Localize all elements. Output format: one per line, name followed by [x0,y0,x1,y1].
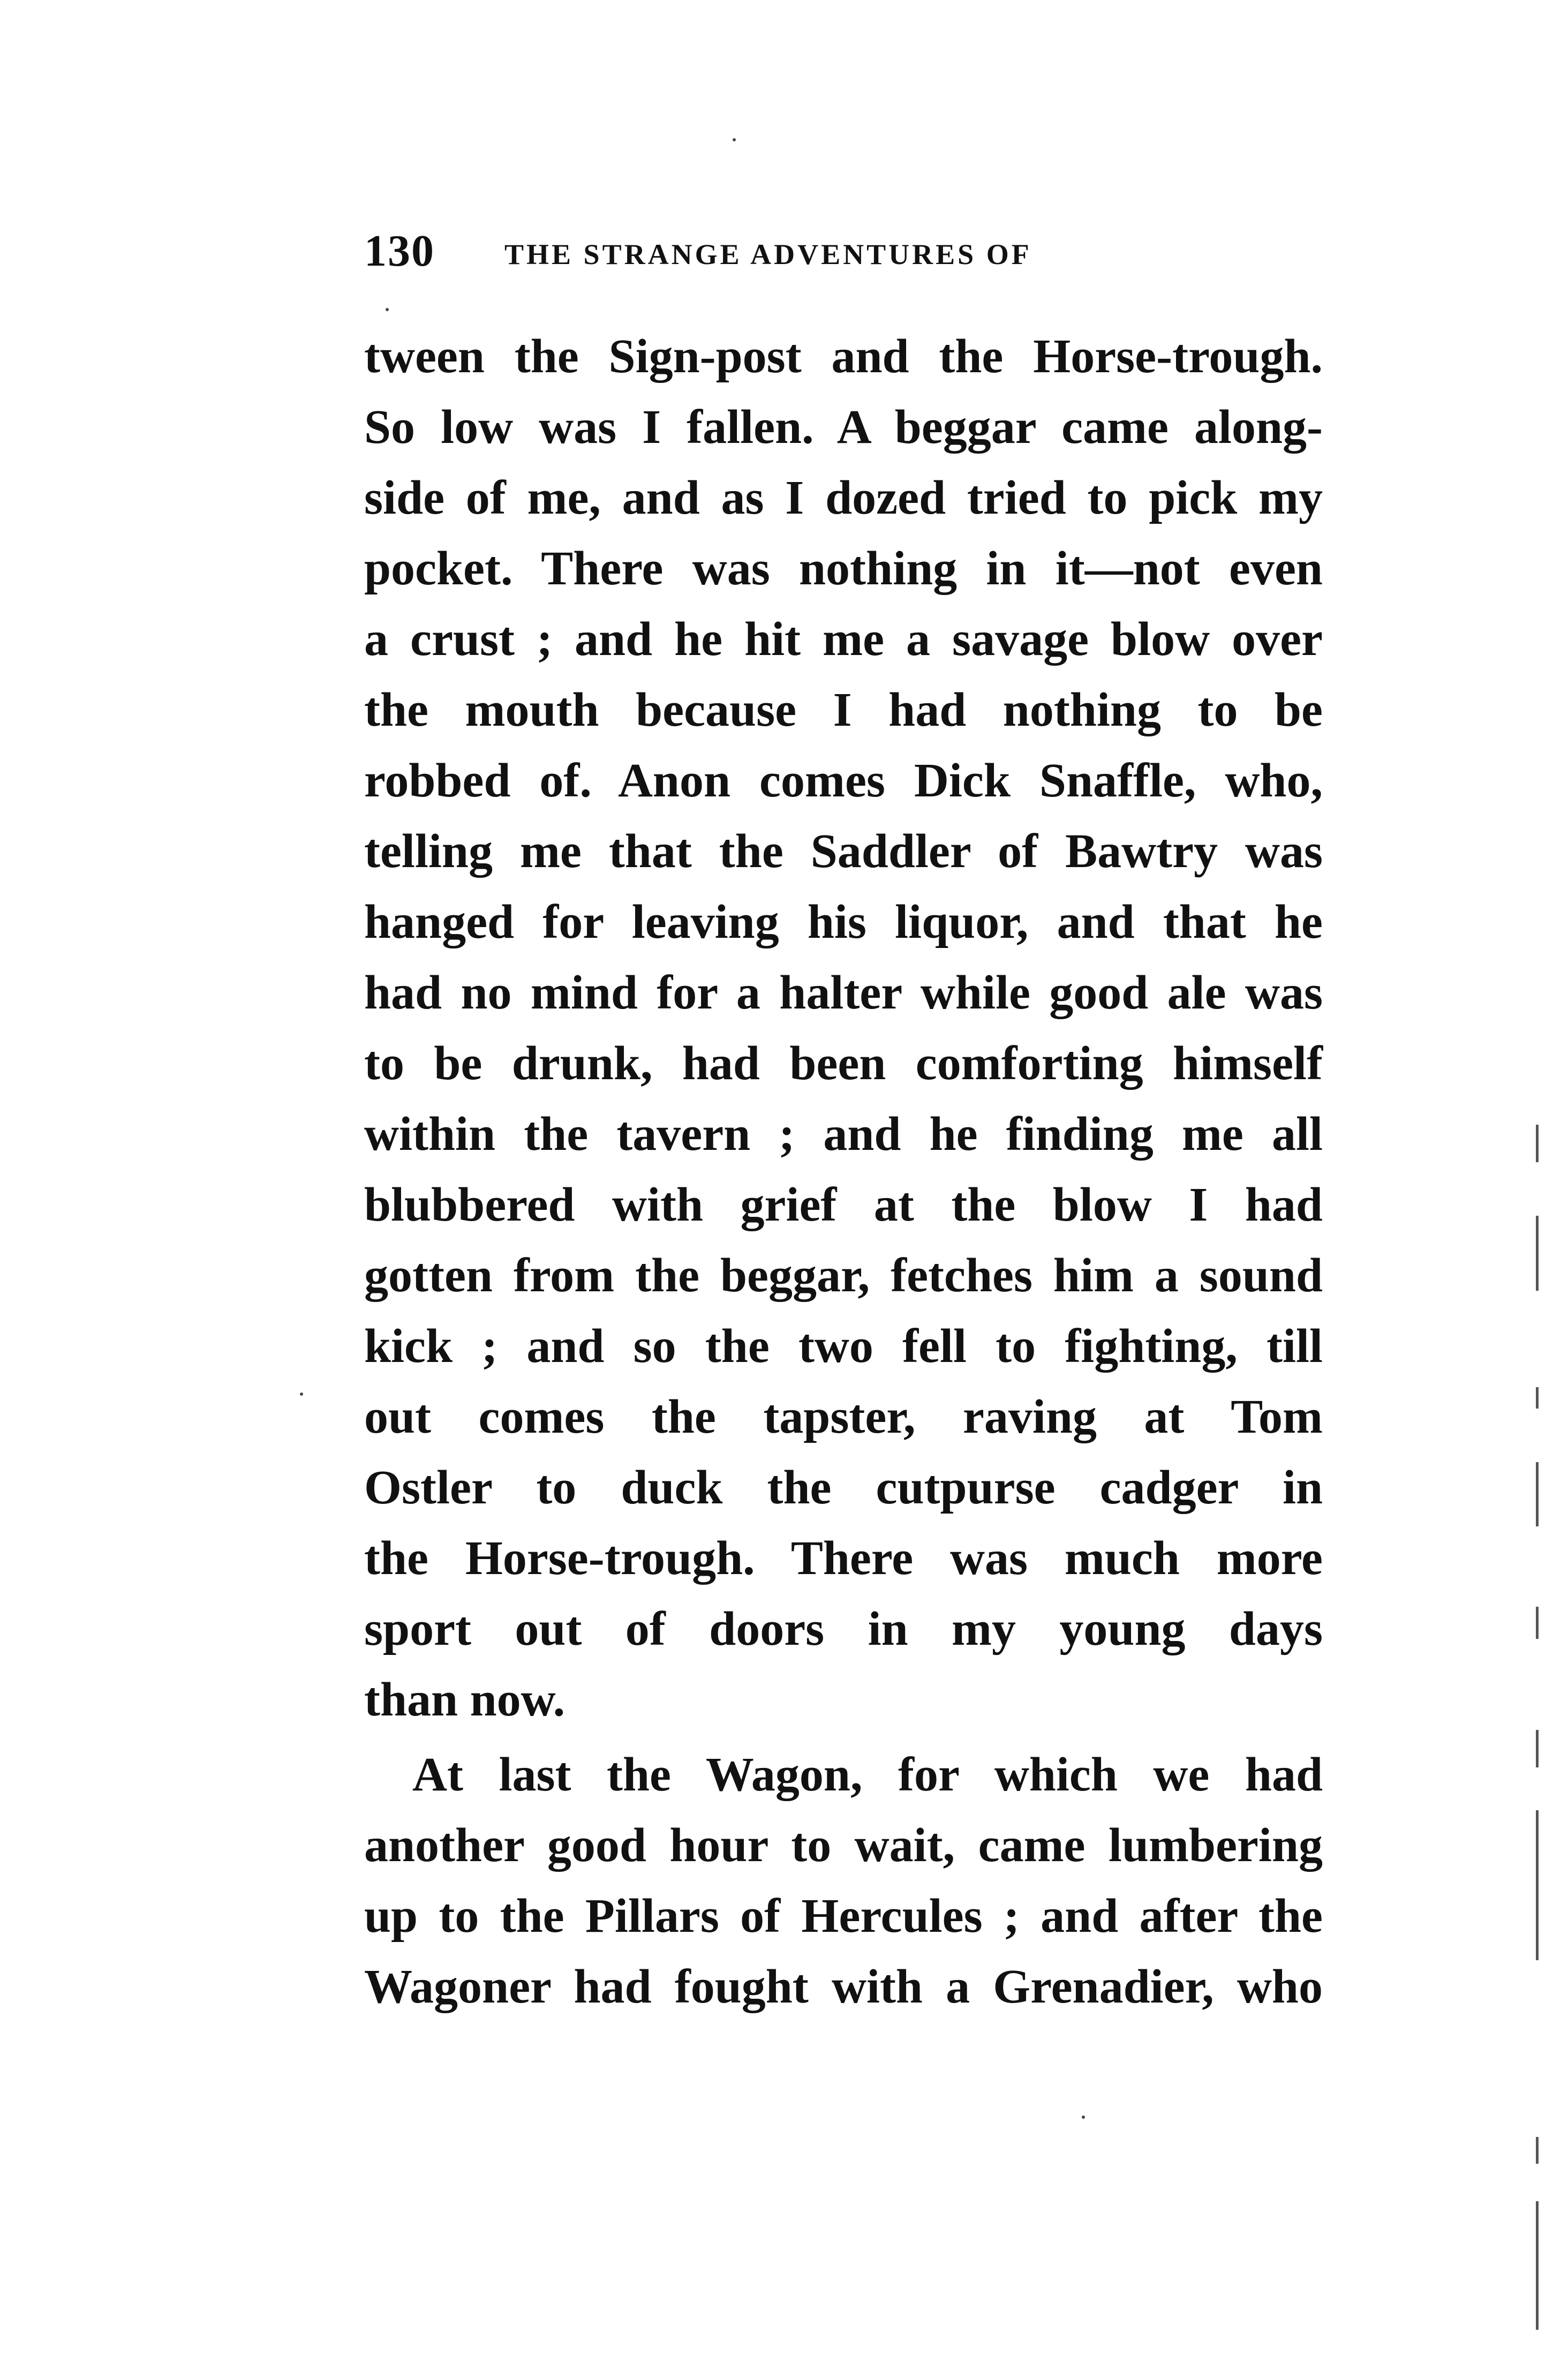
text-line: a crust ; and he hit me a savage blow over [364,613,1323,666]
text-line: side of me, and as I dozed tried to pick my [364,471,1323,524]
text-line: tween the Sign-post and the Horse-trough. [364,330,1323,383]
scan-speck [300,1393,303,1396]
scan-edge-mark [1536,1125,1539,1162]
text-line: within the tavern ; and he finding me all [364,1108,1323,1161]
text-line: hanged for leaving his liquor, and that he [364,895,1323,949]
text-line: the mouth because I had nothing to be [364,683,1323,736]
scan-edge-mark [1536,2201,1539,2330]
page-header [364,225,1328,289]
text-line: the Horse-trough. There was much more [364,1532,1323,1585]
text-line: up to the Pillars of Hercules ; and after the [364,1890,1323,1943]
paragraph-1 [364,321,1323,1735]
scan-edge-mark [1536,2137,1539,2164]
text-line: So low was I fallen. A beggar came along- [364,401,1323,454]
text-line: another good hour to wait, came lumbering [364,1819,1323,1872]
text-line: Ostler to duck the cutpurse cadger in [364,1461,1323,1514]
scan-edge-mark [1536,1462,1539,1526]
scan-speck [386,308,389,311]
text-line: At last the Wagon, for which we had [412,1748,1323,1801]
text-line: blubbered with grief at the blow I had [364,1178,1323,1231]
text-line: robbed of. Anon comes Dick Snaffle, who, [364,754,1323,807]
body-text [364,321,1323,2022]
text-line: sport out of doors in my young days [364,1602,1323,1655]
scan-speck [1082,2116,1085,2119]
paragraph-2 [364,1740,1323,2022]
text-line: telling me that the Saddler of Bawtry was [364,825,1323,878]
page-number: 130 [364,226,435,276]
text-line: gotten from the beggar, fetches him a sound [364,1249,1323,1302]
text-line: to be drunk, had been comforting himself [364,1037,1323,1090]
scan-edge-mark [1536,1810,1539,1960]
text-line: kick ; and so the two fell to fighting, till [364,1320,1323,1373]
text-line: Wagoner had fought with a Grenadier, who [364,1960,1323,2013]
scan-edge-mark [1536,1730,1539,1767]
text-line: than now. [364,1673,566,1726]
scan-edge-mark [1536,1216,1539,1291]
running-title: THE STRANGE ADVENTURES OF [504,238,1032,270]
scan-speck [733,138,736,141]
text-line: pocket. There was nothing in it—not even [364,542,1323,595]
text-line: out comes the tapster, raving at Tom [364,1390,1323,1443]
text-line: had no mind for a halter while good ale was [364,966,1323,1019]
scan-edge-mark [1536,1387,1539,1409]
scan-edge-mark [1536,1607,1539,1639]
